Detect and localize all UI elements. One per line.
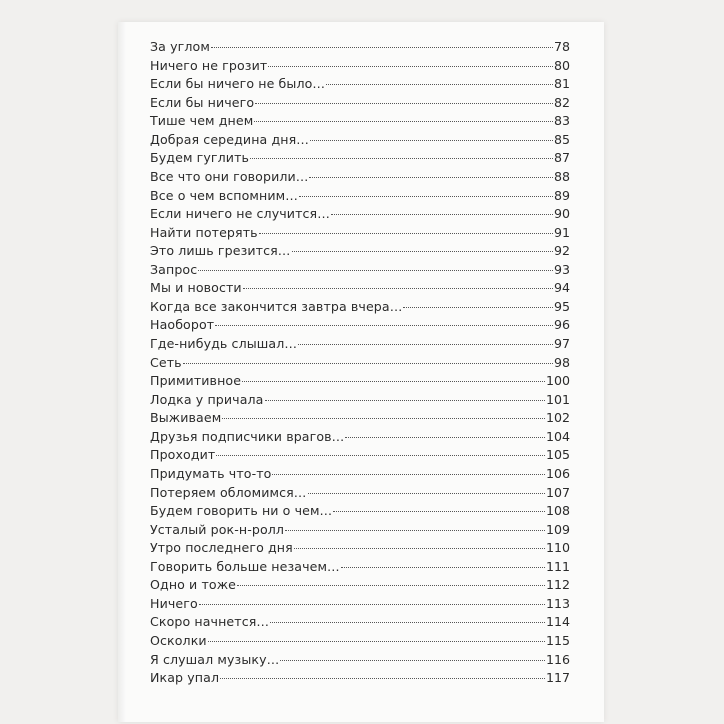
toc-entry bbox=[150, 428, 570, 447]
toc-entry-page-number: 114 bbox=[545, 614, 570, 630]
toc-dot-leader bbox=[298, 344, 553, 345]
toc-entry-page-number: 96 bbox=[553, 317, 570, 333]
toc-entry bbox=[150, 391, 570, 410]
toc-dot-leader bbox=[299, 196, 553, 197]
toc-entry-page-number: 113 bbox=[545, 595, 570, 611]
toc-entry-title: Если бы ничего не было… bbox=[150, 76, 326, 92]
toc-entry-title: Все о чем вспомним… bbox=[150, 187, 298, 203]
toc-entry bbox=[150, 539, 570, 558]
toc-entry bbox=[150, 521, 570, 540]
toc-entry bbox=[150, 335, 570, 354]
toc-entry bbox=[150, 316, 570, 335]
toc-dot-leader bbox=[243, 288, 553, 289]
toc-entry-title: Будем гуглить bbox=[150, 150, 250, 166]
toc-entry-page-number: 78 bbox=[553, 39, 570, 54]
toc-dot-leader bbox=[331, 214, 553, 215]
toc-entry bbox=[150, 279, 570, 298]
page-gutter-shadow bbox=[118, 22, 126, 722]
toc-entry bbox=[150, 205, 570, 224]
toc-entry bbox=[150, 613, 570, 632]
toc-entry-title: Тише чем днем bbox=[150, 113, 254, 129]
toc-entry-page-number: 82 bbox=[553, 94, 570, 110]
toc-entry-page-number: 116 bbox=[545, 651, 570, 667]
toc-dot-leader bbox=[250, 158, 553, 159]
toc-entry-page-number: 80 bbox=[553, 57, 570, 73]
toc-entry-page-number: 90 bbox=[553, 206, 570, 222]
toc-entry-title: Потеряем обломимся… bbox=[150, 484, 307, 500]
toc-entry-page-number: 101 bbox=[545, 391, 570, 407]
toc-entry-page-number: 108 bbox=[545, 503, 570, 519]
toc-entry-page-number: 83 bbox=[553, 113, 570, 129]
toc-entry-title: Говорить больше незачем… bbox=[150, 558, 340, 574]
toc-entry-title: Я слушал музыку… bbox=[150, 651, 280, 667]
toc-entry-page-number: 89 bbox=[553, 187, 570, 203]
toc-entry-page-number: 104 bbox=[545, 428, 570, 444]
toc-entry-page-number: 107 bbox=[545, 484, 570, 500]
toc-entry-page-number: 81 bbox=[553, 76, 570, 92]
toc-entry-title: Будем говорить ни о чем… bbox=[150, 503, 333, 519]
toc-entry-title: Усталый рок-н-ролл bbox=[150, 521, 285, 537]
toc-entry bbox=[150, 298, 570, 317]
table-of-contents bbox=[150, 38, 570, 688]
toc-entry bbox=[150, 576, 570, 595]
toc-entry-title: Проходит bbox=[150, 447, 216, 463]
toc-entry-title: Икар упал bbox=[150, 670, 220, 686]
toc-entry bbox=[150, 38, 570, 57]
toc-entry-page-number: 91 bbox=[553, 224, 570, 240]
toc-entry-title: Утро последнего дня bbox=[150, 540, 293, 556]
toc-dot-leader bbox=[333, 511, 545, 512]
toc-entry-title: Запрос bbox=[150, 261, 198, 277]
toc-dot-leader bbox=[294, 548, 545, 549]
toc-entry-title: Это лишь грезится… bbox=[150, 243, 291, 259]
toc-entry-page-number: 115 bbox=[545, 633, 570, 648]
toc-entry-page-number: 100 bbox=[545, 373, 570, 389]
toc-entry-title: Наоборот bbox=[150, 317, 215, 333]
toc-entry-title: Когда все закончится завтра вчера… bbox=[150, 298, 403, 314]
toc-entry-title: Ничего bbox=[150, 595, 198, 611]
toc-entry-title: Придумать что-то bbox=[150, 465, 272, 481]
toc-entry-page-number: 97 bbox=[553, 336, 570, 351]
toc-dot-leader bbox=[272, 474, 544, 475]
toc-dot-leader bbox=[242, 381, 545, 382]
toc-entry-title: За углом bbox=[150, 39, 210, 54]
toc-dot-leader bbox=[403, 307, 553, 308]
toc-dot-leader bbox=[285, 530, 545, 531]
toc-dot-leader bbox=[310, 140, 553, 141]
toc-entry-title: Мы и новости bbox=[150, 280, 242, 296]
toc-entry bbox=[150, 112, 570, 131]
toc-dot-leader bbox=[308, 493, 545, 494]
toc-entry-title: Где-нибудь слышал… bbox=[150, 336, 298, 351]
toc-entry bbox=[150, 261, 570, 280]
toc-dot-leader bbox=[309, 177, 552, 178]
toc-entry-title: Все что они говорили… bbox=[150, 168, 309, 184]
toc-entry-page-number: 88 bbox=[553, 168, 570, 184]
toc-entry bbox=[150, 632, 570, 651]
toc-entry bbox=[150, 465, 570, 484]
toc-dot-leader bbox=[265, 400, 545, 401]
toc-dot-leader bbox=[216, 455, 545, 456]
toc-dot-leader bbox=[341, 567, 545, 568]
toc-entry-page-number: 110 bbox=[545, 540, 570, 556]
toc-entry-title: Осколки bbox=[150, 633, 207, 648]
toc-entry bbox=[150, 149, 570, 168]
toc-entry bbox=[150, 669, 570, 688]
toc-entry-title: Лодка у причала bbox=[150, 391, 264, 407]
toc-entry bbox=[150, 409, 570, 428]
toc-entry-page-number: 85 bbox=[553, 131, 570, 147]
toc-entry-title: Скоро начнется… bbox=[150, 614, 270, 630]
toc-dot-leader bbox=[280, 660, 545, 661]
toc-dot-leader bbox=[211, 47, 553, 48]
toc-dot-leader bbox=[292, 251, 553, 252]
toc-entry bbox=[150, 354, 570, 373]
toc-entry-page-number: 105 bbox=[545, 447, 570, 463]
toc-entry-page-number: 111 bbox=[545, 558, 570, 574]
toc-dot-leader bbox=[345, 437, 545, 438]
toc-dot-leader bbox=[254, 121, 553, 122]
toc-entry-page-number: 106 bbox=[545, 465, 570, 481]
toc-dot-leader bbox=[183, 363, 553, 364]
toc-dot-leader bbox=[198, 270, 553, 271]
toc-entry-title: Друзья подписчики врагов… bbox=[150, 428, 345, 444]
toc-entry-title: Одно и тоже bbox=[150, 577, 236, 593]
toc-entry bbox=[150, 372, 570, 391]
toc-entry bbox=[150, 484, 570, 503]
toc-entry bbox=[150, 242, 570, 261]
toc-dot-leader bbox=[215, 325, 553, 326]
toc-entry bbox=[150, 168, 570, 187]
toc-entry-page-number: 95 bbox=[553, 298, 570, 314]
toc-entry-page-number: 112 bbox=[545, 577, 570, 593]
toc-entry bbox=[150, 558, 570, 577]
toc-dot-leader bbox=[220, 678, 545, 679]
toc-entry-page-number: 87 bbox=[553, 150, 570, 166]
toc-dot-leader bbox=[255, 103, 553, 104]
toc-entry-page-number: 98 bbox=[553, 354, 570, 370]
toc-entry-title: Выживаем bbox=[150, 410, 222, 426]
toc-dot-leader bbox=[259, 233, 553, 234]
toc-entry bbox=[150, 224, 570, 243]
toc-entry-title: Добрая середина дня… bbox=[150, 131, 309, 147]
toc-entry bbox=[150, 502, 570, 521]
toc-dot-leader bbox=[222, 418, 545, 419]
toc-entry-page-number: 93 bbox=[553, 261, 570, 277]
toc-entry-page-number: 109 bbox=[545, 521, 570, 537]
toc-entry-page-number: 92 bbox=[553, 243, 570, 259]
toc-entry bbox=[150, 651, 570, 670]
toc-entry-page-number: 102 bbox=[545, 410, 570, 426]
toc-entry bbox=[150, 131, 570, 150]
toc-entry-page-number: 117 bbox=[545, 670, 570, 686]
toc-entry-title: Ничего не грозит bbox=[150, 57, 268, 73]
toc-entry bbox=[150, 446, 570, 465]
toc-entry bbox=[150, 75, 570, 94]
toc-dot-leader bbox=[199, 604, 545, 605]
toc-entry-title: Примитивное bbox=[150, 373, 242, 389]
toc-entry bbox=[150, 94, 570, 113]
toc-dot-leader bbox=[237, 585, 545, 586]
toc-entry-title: Сеть bbox=[150, 354, 182, 370]
toc-dot-leader bbox=[270, 622, 545, 623]
toc-dot-leader bbox=[268, 66, 553, 67]
toc-dot-leader bbox=[326, 84, 553, 85]
toc-dot-leader bbox=[208, 641, 545, 642]
toc-entry-title: Если ничего не случится… bbox=[150, 206, 330, 222]
toc-entry-title: Если бы ничего bbox=[150, 94, 255, 110]
toc-entry bbox=[150, 595, 570, 614]
toc-entry bbox=[150, 187, 570, 206]
toc-entry-title: Найти потерять bbox=[150, 224, 258, 240]
toc-entry-page-number: 94 bbox=[553, 280, 570, 296]
toc-entry bbox=[150, 57, 570, 76]
